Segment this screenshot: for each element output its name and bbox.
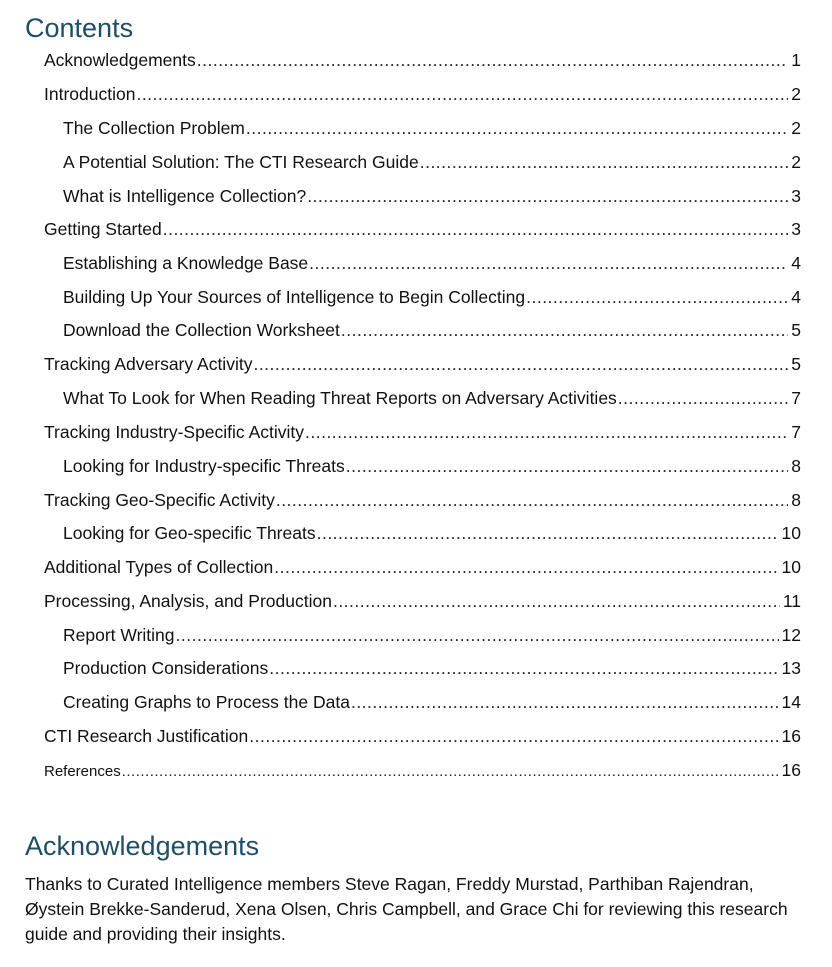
toc-dot-leader (526, 283, 788, 311)
toc-entry[interactable] (63, 114, 801, 142)
toc-page-number: 3 (791, 219, 801, 239)
toc-dot-leader (317, 519, 779, 547)
toc-entry-title: Tracking Adversary Activity (44, 354, 253, 374)
toc-dot-leader (274, 553, 778, 581)
toc-entry-title: Report Writing (63, 625, 175, 645)
toc-entry[interactable] (44, 756, 801, 784)
toc-dot-leader (420, 148, 789, 176)
contents-heading: Contents (25, 13, 134, 43)
toc-page-number: 1 (791, 50, 801, 70)
toc-entry[interactable] (63, 621, 801, 649)
toc-page-number: 7 (791, 388, 801, 408)
toc-entry-title: What To Look for When Reading Threat Reports on Adversary Activities (63, 388, 617, 408)
toc-entry-title: Establishing a Knowledge Base (63, 253, 309, 273)
toc-page-number: 4 (791, 287, 801, 307)
toc-entry[interactable] (44, 587, 801, 615)
toc-entry[interactable] (44, 486, 801, 514)
toc-entry[interactable] (63, 148, 801, 176)
toc-entry[interactable] (44, 418, 801, 446)
toc-entry-title: Processing, Analysis, and Production (44, 591, 332, 611)
toc-entry[interactable] (44, 215, 801, 243)
toc-dot-leader (176, 621, 779, 649)
toc-entry-title: Tracking Industry-Specific Activity (44, 422, 304, 442)
toc-entry-title: Looking for Industry-specific Threats (63, 456, 345, 476)
toc-entry-title: Additional Types of Collection (44, 557, 274, 577)
toc-page-number: 10 (781, 523, 801, 543)
toc-page-number: 7 (791, 422, 801, 442)
toc-dot-leader (246, 114, 788, 142)
toc-dot-leader (346, 452, 789, 480)
toc-page-number: 16 (781, 760, 801, 780)
toc-entry-title: Acknowledgements (44, 50, 196, 70)
toc-entry-title: Looking for Geo-specific Threats (63, 523, 316, 543)
toc-dot-leader (307, 182, 788, 210)
toc-dot-leader (309, 249, 788, 277)
toc-page-number: 14 (781, 692, 801, 712)
toc-page-number: 3 (791, 186, 801, 206)
toc-entry[interactable] (63, 519, 801, 547)
toc-entry-title: Getting Started (44, 219, 162, 239)
acknowledgements-paragraph: Thanks to Curated Intelligence members Steve Ragan, Freddy Murstad, Parthiban Rajendran, Øystein Brekke-Sanderud, Xena Olsen, Chris Campbell, and Grace Chi for reviewing this research guide and providing their insights. (25, 874, 788, 944)
toc-entry-title: References (44, 763, 121, 780)
toc-entry-title: Tracking Geo-Specific Activity (44, 490, 275, 510)
toc-dot-leader (122, 758, 779, 786)
toc-page-number: 11 (782, 591, 801, 611)
toc-page-number: 5 (791, 354, 801, 374)
toc-page-number: 2 (791, 152, 801, 172)
toc-entry[interactable] (63, 249, 801, 277)
toc-dot-leader (249, 722, 778, 750)
toc-entry[interactable] (63, 283, 801, 311)
toc-entry[interactable] (63, 182, 801, 210)
acknowledgements-heading: Acknowledgements (25, 831, 260, 861)
toc-entry[interactable] (44, 350, 801, 378)
toc-page-number: 13 (781, 658, 801, 678)
toc-entry-title: A Potential Solution: The CTI Research Guide (63, 152, 419, 172)
toc-dot-leader (269, 654, 778, 682)
toc-page-number: 2 (791, 84, 801, 104)
toc-entry-title: The Collection Problem (63, 118, 245, 138)
toc-dot-leader (197, 46, 789, 74)
toc-page-number: 16 (781, 726, 801, 746)
toc-entry[interactable] (44, 46, 801, 74)
toc-page-number: 8 (791, 490, 801, 510)
toc-entry[interactable] (63, 654, 801, 682)
toc-entry[interactable] (63, 316, 801, 344)
toc-dot-leader (618, 384, 788, 412)
toc-entry[interactable] (63, 384, 801, 412)
toc-page-number: 2 (791, 118, 801, 138)
toc-dot-leader (253, 350, 788, 378)
toc-entry-title: What is Intelligence Collection? (63, 186, 307, 206)
toc-entry[interactable] (63, 452, 801, 480)
toc-entry-title: Building Up Your Sources of Intelligence to Begin Collecting (63, 287, 526, 307)
toc-entry-title: Creating Graphs to Process the Data (63, 692, 350, 712)
toc-entry[interactable] (44, 80, 801, 108)
toc-dot-leader (351, 688, 779, 716)
toc-page-number: 8 (791, 456, 801, 476)
toc-dot-leader (333, 587, 780, 615)
toc-page-number: 5 (791, 320, 801, 340)
toc-dot-leader (163, 215, 789, 243)
toc-dot-leader (136, 80, 788, 108)
toc-page-number: 4 (791, 253, 801, 273)
toc-entry-title: Introduction (44, 84, 136, 104)
toc-page-number: 10 (781, 557, 801, 577)
toc-entry[interactable] (63, 688, 801, 716)
toc-entry-title: Production Considerations (63, 658, 269, 678)
toc-dot-leader (305, 418, 788, 446)
toc-page-number: 12 (781, 625, 801, 645)
toc-entry[interactable] (44, 722, 801, 750)
toc-entry-title: CTI Research Justification (44, 726, 249, 746)
toc-dot-leader (341, 316, 788, 344)
toc-entry-title: Download the Collection Worksheet (63, 320, 340, 340)
toc-dot-leader (276, 486, 788, 514)
toc-entry[interactable] (44, 553, 801, 581)
